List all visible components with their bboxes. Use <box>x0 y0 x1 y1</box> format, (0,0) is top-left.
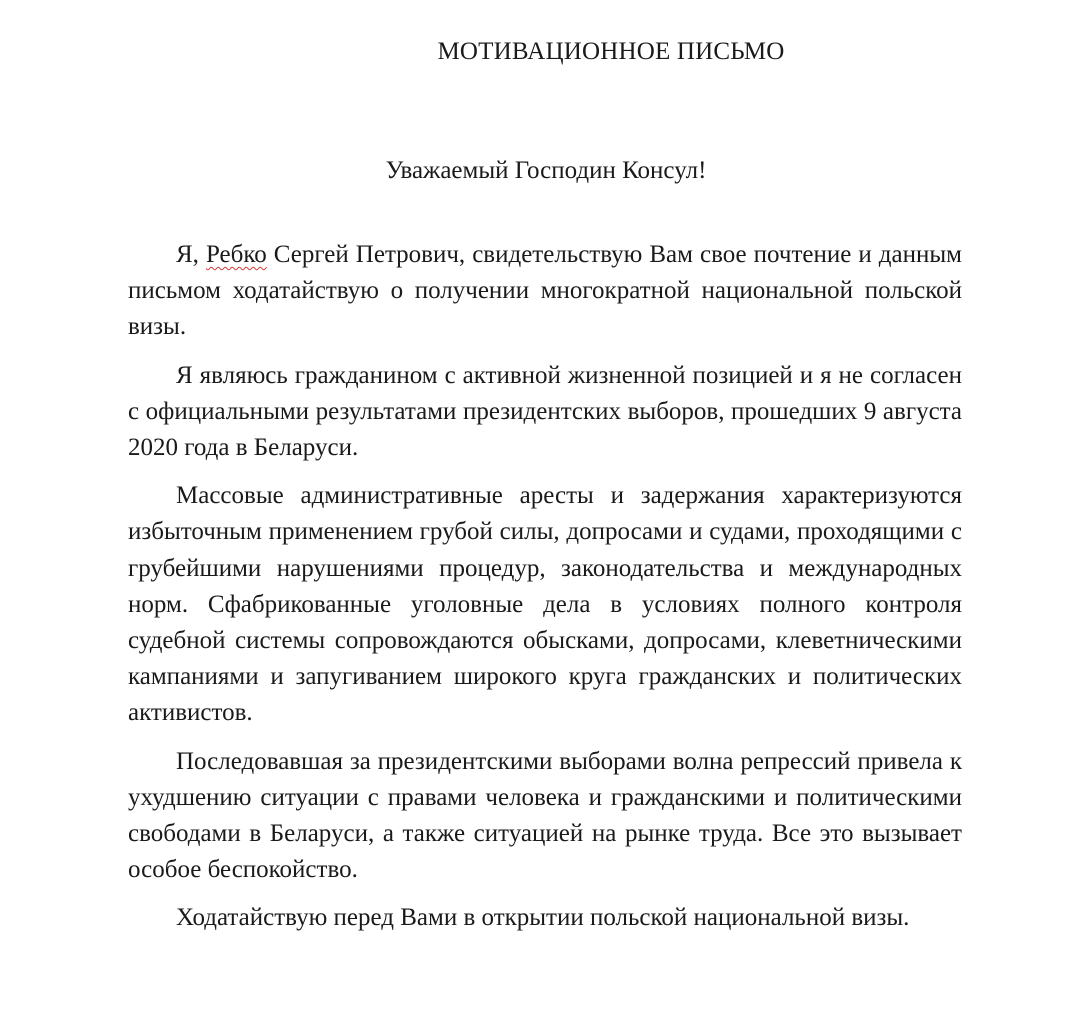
paragraph-1 <box>128 237 962 346</box>
spellcheck-flagged-word[interactable]: Ребко <box>205 241 267 268</box>
paragraph-2: Я являюсь гражданином с активной жизненной позицией и я не согласен с официальными результатами президентских выборов, прошедших 9 августа 2020 года в Беларуси. <box>128 361 962 462</box>
paragraph-1-rest: Сергей Петрович, свидетельствую Вам свое почтение и данным письмом ходатайствую о получении многократной национальной польской визы. <box>128 241 962 341</box>
salutation: Уважаемый Господин Консул! <box>385 157 707 184</box>
paragraph-1-start: Я, <box>176 241 206 268</box>
paragraph-3: Массовые административные аресты и задержания характеризуются избыточным применением грубой силы, допросами и судами, проходящими с грубейшими нарушениями процедур, законодательства и международных норм. Сфабрикованные уголовные дела в условиях полного контроля судебной системы сопровождаются обысками, допросами, клеветническими кампаниями и запугиванием широкого круга гражданских и политических активистов. <box>128 482 962 727</box>
letter-body <box>128 237 962 949</box>
paragraph-4: Последовавшая за президентскими выборами волна репрессий привела к ухудшению ситуации с правами человека и гражданскими и политическими свободами в Беларуси, а также ситуацией на рынке труда. Все это вызывает особое беспокойство. <box>128 747 962 884</box>
document-title: МОТИВАЦИОННОЕ ПИСЬМО <box>437 38 785 65</box>
paragraph-5: Ходатайствую перед Вами в открытии польской национальной визы. <box>176 904 910 932</box>
